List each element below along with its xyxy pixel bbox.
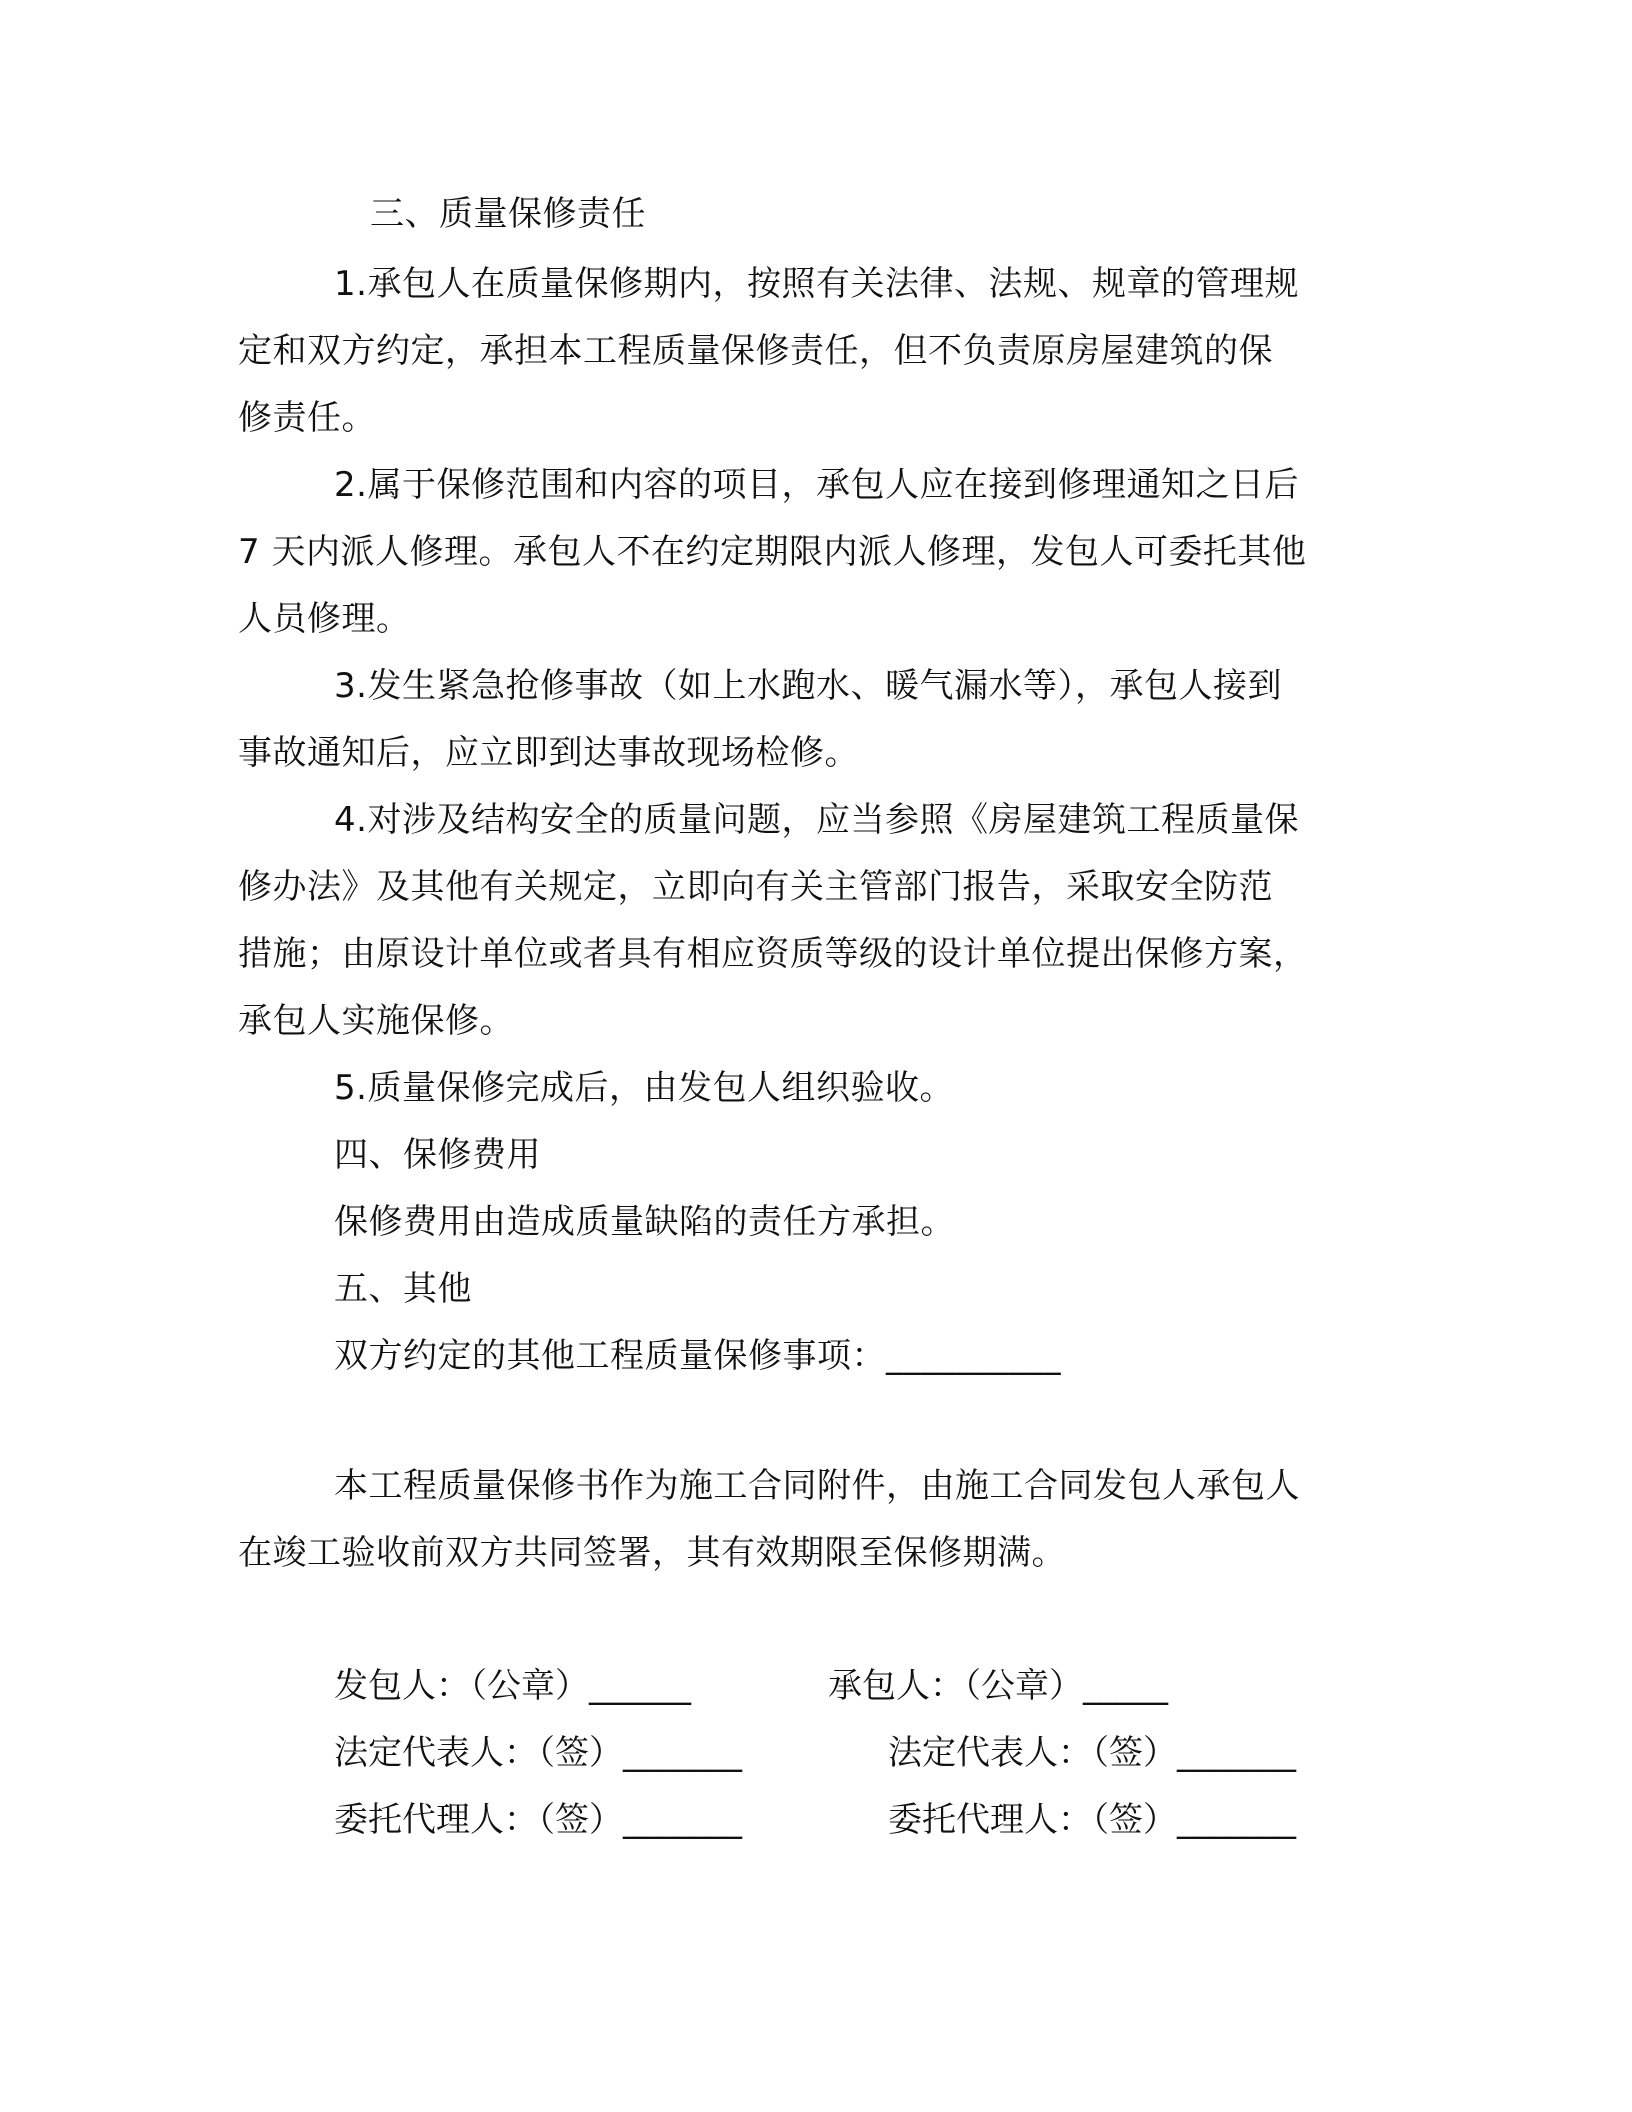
employer-agent-field: 委托代理人：（签）_______	[334, 1800, 742, 1840]
contractor-legal-rep-field: 法定代表人：（签）_______	[888, 1733, 1296, 1773]
item2-line3: 人员修理。	[238, 599, 411, 639]
contractor-seal-field: 承包人：（公章）_____	[828, 1666, 1168, 1706]
closing-line1: 本工程质量保修书作为施工合同附件，由施工合同发包人承包人	[334, 1466, 1300, 1506]
employer-seal-field: 发包人：（公章）______	[334, 1666, 691, 1706]
item1-line1: 1.承包人在质量保修期内，按照有关法律、法规、规章的管理规	[334, 264, 1299, 304]
item4-line1: 4.对涉及结构安全的质量问题，应当参照《房屋建筑工程质量保	[334, 800, 1299, 840]
item5-line: 5.质量保修完成后，由发包人组织验收。	[334, 1068, 954, 1108]
signature-row-agent	[334, 1800, 1374, 1840]
signature-row-legal-rep	[334, 1733, 1374, 1773]
item4-line4: 承包人实施保修。	[238, 1001, 514, 1041]
item2-line1: 2.属于保修范围和内容的项目，承包人应在接到修理通知之日后	[334, 465, 1299, 505]
section4-heading: 四、保修费用	[334, 1135, 541, 1175]
section5-heading: 五、其他	[334, 1269, 472, 1309]
item2-line2: 7 天内派人修理。承包人不在约定期限内派人修理，发包人可委托其他	[238, 532, 1307, 572]
item3-line1: 3.发生紧急抢修事故（如上水跑水、暖气漏水等），承包人接到	[334, 666, 1282, 706]
closing-line2: 在竣工验收前双方共同签署，其有效期限至保修期满。	[238, 1533, 1066, 1573]
employer-legal-rep-field: 法定代表人：（签）_______	[334, 1733, 742, 1773]
item1-line3: 修责任。	[238, 398, 376, 438]
item1-line2: 定和双方约定，承担本工程质量保修责任，但不负责原房屋建筑的保	[238, 331, 1273, 371]
item4-line3: 措施；由原设计单位或者具有相应资质等级的设计单位提出保修方案，	[238, 934, 1308, 974]
section3-heading: 三、质量保修责任	[370, 194, 646, 234]
section4-text: 保修费用由造成质量缺陷的责任方承担。	[334, 1202, 955, 1242]
item4-line2: 修办法》及其他有关规定，立即向有关主管部门报告，采取安全防范	[238, 867, 1273, 907]
contractor-agent-field: 委托代理人：（签）_______	[888, 1800, 1296, 1840]
item3-line2: 事故通知后，应立即到达事故现场检修。	[238, 733, 859, 773]
signature-row-seal	[334, 1666, 1334, 1706]
section5-text: 双方约定的其他工程质量保修事项：__________	[334, 1336, 1061, 1376]
